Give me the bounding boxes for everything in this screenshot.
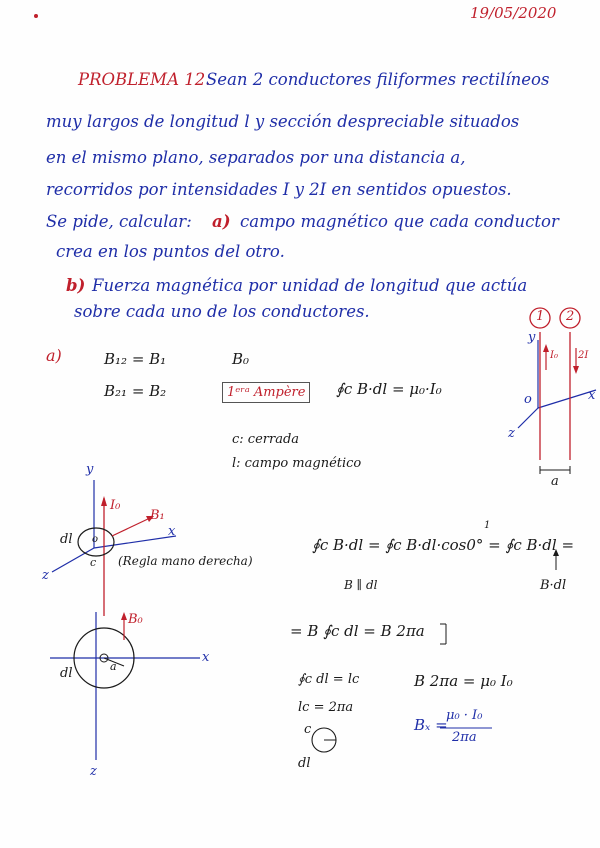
ampere-label: 1ᵉʳᵃ Ampère	[222, 382, 310, 403]
b21-eq: B₂₁ = B₂	[104, 382, 167, 400]
date: 19/05/2020	[470, 4, 557, 22]
statement-line-2: muy largos de longitud l y sección despreciable situados	[46, 112, 520, 131]
top-z-axis-label: z	[508, 426, 515, 441]
mid-x-axis-label: x	[168, 524, 176, 539]
mid-c-label: c	[90, 556, 97, 569]
b-result-lhs: Bₓ =	[414, 716, 448, 734]
bottom-b0-label: B₀	[128, 612, 143, 627]
b-result-numerator: μ₀ · I₀	[446, 708, 483, 723]
c-note: c: cerrada	[232, 432, 300, 447]
part-b-line-1: Fuerza magnética por unidad de longitud que actúa	[92, 276, 528, 295]
ampere-law: ∮c B·dl = μ₀·I₀	[336, 380, 442, 398]
statement-line-6: campo magnético que cada conductor	[240, 212, 559, 231]
problem-label: PROBLEMA 12.	[78, 70, 211, 89]
b-result-denominator: 2πa	[452, 730, 477, 745]
integral-chain: ∮c B·dl = ∮c B·dl·cos0° = ∮c B·dl =	[312, 536, 575, 554]
ampere-equation: B 2πa = μ₀ I₀	[414, 672, 513, 690]
mid-dl-label: dl	[60, 532, 73, 547]
b-dl-note: B·dl	[540, 578, 567, 593]
integral-result: = B ∮c dl = B 2πa	[290, 622, 425, 640]
circle-2-label: 2	[566, 309, 575, 324]
b12-eq: B₁₂ = B₁	[104, 350, 167, 368]
b-parallel-note: B ∥ dl	[344, 578, 378, 592]
part-b-line-2: sobre cada uno de los conductores.	[74, 302, 370, 321]
part-b-marker: b)	[66, 276, 86, 295]
part-a-marker: a)	[212, 212, 231, 231]
lc-value: lc = 2πa	[298, 700, 354, 715]
top-x-axis-label: x	[588, 388, 596, 403]
cos-one-note: 1	[484, 520, 491, 531]
bottom-a-label: a	[110, 660, 117, 673]
small-circle-dl-label: dl	[298, 756, 311, 771]
top-i0-label: I₀	[550, 350, 558, 361]
right-hand-rule: (Regla mano derecha)	[118, 554, 253, 568]
mid-b1-label: B₁	[150, 508, 165, 523]
circle-1-label: 1	[536, 309, 545, 324]
top-o-label: o	[524, 392, 532, 407]
bottom-dl-label: dl	[60, 666, 73, 681]
mid-z-axis-label: z	[42, 568, 49, 583]
bottom-z-axis-label: z	[90, 764, 97, 779]
top-a-label: a	[551, 474, 559, 489]
statement-line-5: Se pide, calcular:	[46, 212, 192, 231]
statement-line-7: crea en los puntos del otro.	[56, 242, 285, 261]
bottom-x-axis-label: x	[202, 650, 210, 665]
mid-i0-label: I₀	[110, 498, 121, 513]
statement-line-1: Sean 2 conductores filiformes rectilíneos	[206, 70, 550, 89]
b0-label: B₀	[232, 350, 250, 368]
solution-part-a: a)	[46, 346, 62, 365]
mid-o-label: o	[92, 534, 99, 545]
lc-definition: ∮c dl = lc	[298, 672, 360, 687]
mid-y-axis-label: y	[86, 462, 94, 477]
statement-line-4: recorridos por intensidades I y 2I en sentidos opuestos.	[46, 180, 512, 199]
top-y-axis-label: y	[528, 330, 536, 345]
small-circle-c-label: c	[304, 722, 312, 737]
statement-line-3: en el mismo plano, separados por una distancia a,	[46, 148, 466, 167]
l-note: l: campo magnético	[232, 456, 362, 471]
top-2i-label: 2I	[578, 350, 589, 361]
